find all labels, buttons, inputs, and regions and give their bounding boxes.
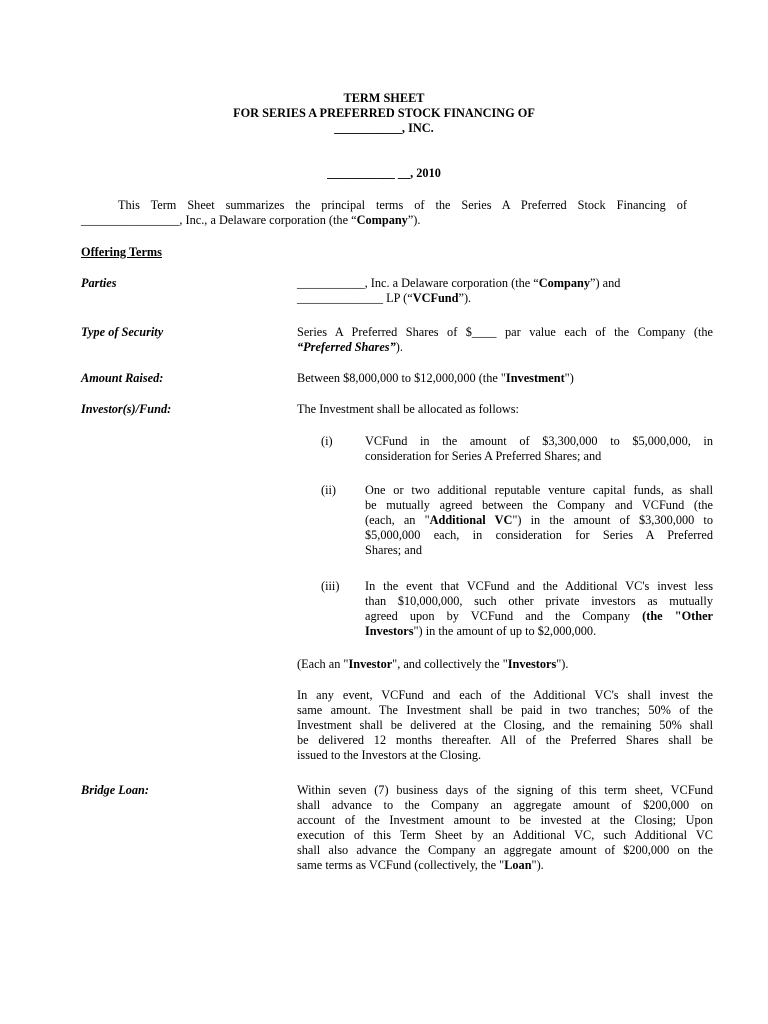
intro-line-2: ________________, Inc., a Delaware corporation (the “Company”). (81, 213, 421, 227)
parties-label: Parties (81, 276, 117, 290)
title-line-3: ___________, INC. (334, 121, 434, 135)
amount-raised-label: Amount Raised: (81, 371, 164, 385)
type-of-security-label: Type of Security (81, 325, 164, 339)
investment-tranches-paragraph: In any event, VCFund and each of the Additional VC's shall invest the same amount. The Investment shall be paid in two tranches; 50% of the Investment shall be delivered at the Closing, and the remaining 50% shall be delivered 12 months thereafter. All of the Preferred Shares shall be issued to the Investors at the Closing. (297, 688, 713, 762)
item-ii-text: One or two additional reputable venture capital funds, as shall be mutually agreed between the Company and VCFund (the (each, an "Additional VC") in the amount of $3,300,000 to $5,000,000 each, in consideration for Series A Preferred Shares; and (365, 483, 713, 557)
investors-intro: The Investment shall be allocated as follows: (297, 402, 519, 416)
intro-paragraph (81, 198, 687, 228)
item-i-number: (i) (321, 434, 333, 448)
type-of-security-value: Series A Preferred Shares of $____ par value each of the Company (the “Preferred Shares”). (297, 325, 713, 354)
item-iii-number: (iii) (321, 579, 340, 593)
title-line-1: TERM SHEET (343, 91, 425, 105)
bridge-loan-value: Within seven (7) business days of the signing of this term sheet, VCFund shall advance to the Company an aggregate amount of $200,000 on account of the Investment amount to be invested at the Closing; Upon execution of this Term Sheet by an Additional VC, such Additional VC shall also advance the Company an aggregate amount of $200,000 on the same terms as VCFund (collectively, the "Loan"). (297, 783, 713, 872)
investor-definition: (Each an "Investor", and collectively the "Investors"). (297, 657, 569, 671)
document-date: ___________ __, 2010 (327, 166, 441, 180)
title-line-2: FOR SERIES A PREFERRED STOCK FINANCING OF (233, 106, 535, 120)
item-iii-text: In the event that VCFund and the Additional VC's invest less than $10,000,000, such other private investors as mutually agreed upon by VCFund and the Company (the "Other Investors") in the amount of up to $2,000,000. (365, 579, 713, 638)
intro-line-1: This Term Sheet summarizes the principal terms of the Series A Preferred Stock Financing of (118, 198, 687, 212)
item-ii-number: (ii) (321, 483, 337, 497)
parties-value: ___________, Inc. a Delaware corporation (the “Company”) and ______________ LP (“VCFund”). (297, 276, 621, 305)
item-i-text: VCFund in the amount of $3,300,000 to $5,000,000, in consideration for Series A Preferred Shares; and (365, 434, 713, 463)
offering-terms-heading: Offering Terms (81, 245, 162, 259)
investors-label: Investor(s)/Fund: (81, 402, 172, 416)
amount-raised-value: Between $8,000,000 to $12,000,000 (the "Investment") (297, 371, 574, 385)
bridge-loan-label: Bridge Loan: (81, 783, 149, 797)
